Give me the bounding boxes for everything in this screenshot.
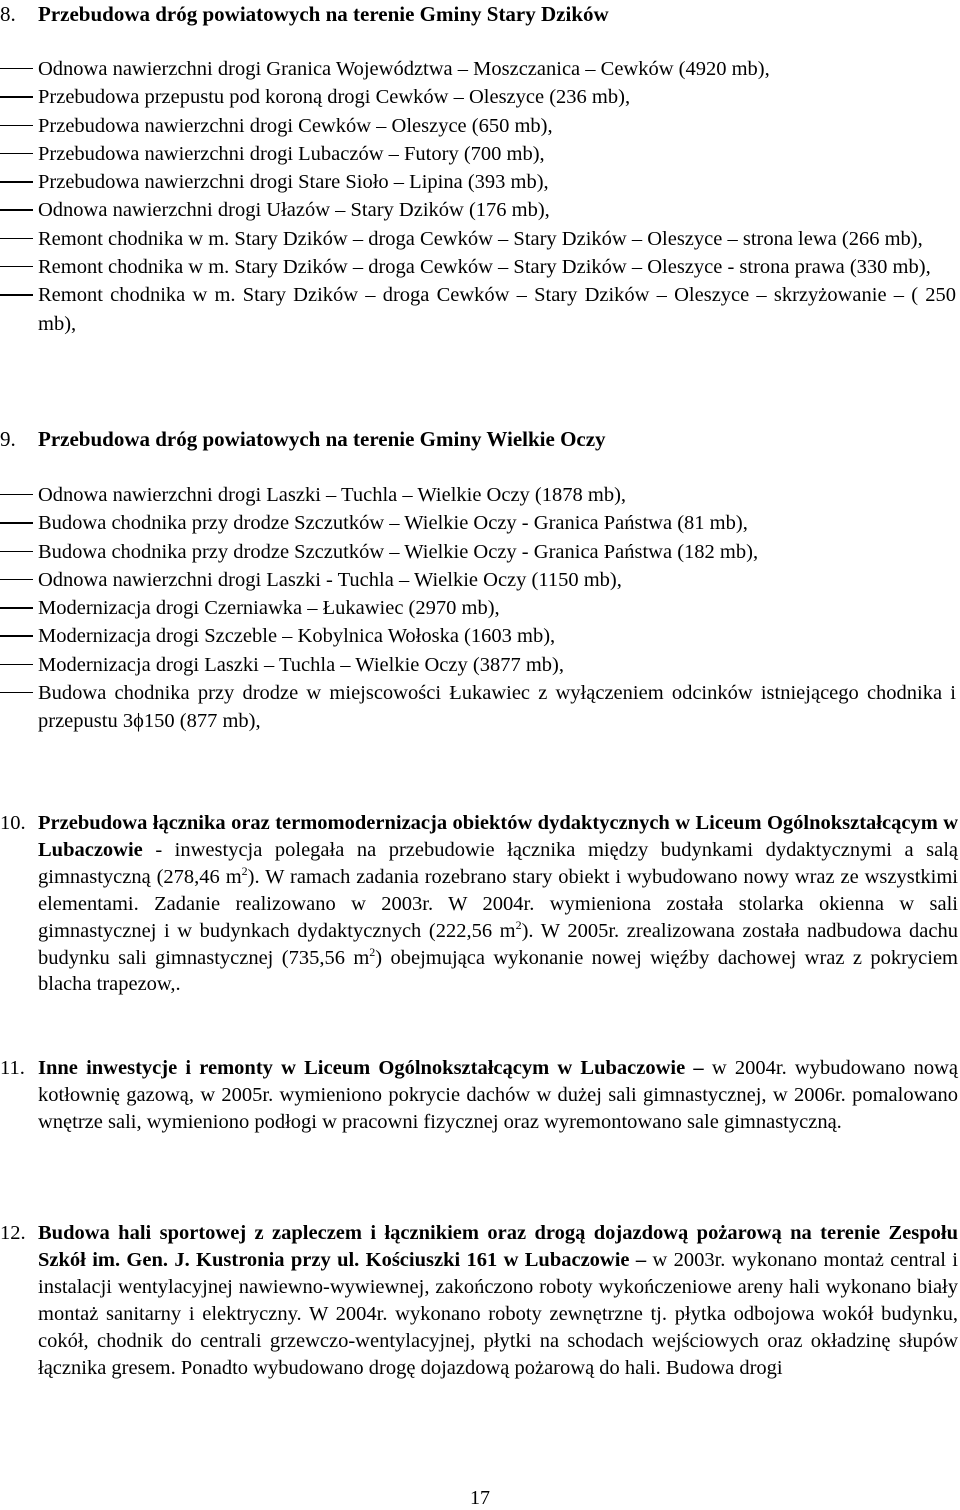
dash-bullet xyxy=(0,96,33,97)
dash-bullet xyxy=(0,153,33,154)
list-item: Modernizacja drogi Szczeble – Kobylnica Wołoska (1603 mb), xyxy=(0,622,956,650)
list-item: Remont chodnika w m. Stary Dzików – droga Cewków – Stary Dzików – Oleszyce – skrzyżowanie – ( 250 mb), xyxy=(0,281,956,338)
section-8-heading xyxy=(0,2,609,26)
section-9-list xyxy=(0,481,956,736)
section-8-title: Przebudowa dróg powiatowych na terenie Gminy Stary Dzików xyxy=(38,2,609,26)
list-item: Budowa chodnika przy drodze Szczutków – Wielkie Oczy - Granica Państwa (81 mb), xyxy=(0,509,956,537)
dash-bullet xyxy=(0,664,33,665)
dash-bullet xyxy=(0,266,33,267)
section-9-number: 9. xyxy=(0,427,16,451)
list-item: Odnowa nawierzchni drogi Ułazów – Stary Dzików (176 mb), xyxy=(0,196,956,224)
list-item: Odnowa nawierzchni drogi Laszki – Tuchla – Wielkie Oczy (1878 mb), xyxy=(0,481,956,509)
dash-bullet xyxy=(0,635,33,636)
list-item: Przebudowa nawierzchni drogi Cewków – Oleszyce (650 mb), xyxy=(0,112,956,140)
section-11-title: Inne inwestycje i remonty w Liceum Ogólnokształcącym w Lubaczowie – xyxy=(38,1057,704,1079)
dash-bullet xyxy=(0,125,33,126)
dash-bullet xyxy=(0,522,33,523)
list-item: Remont chodnika w m. Stary Dzików – droga Cewków – Stary Dzików – Oleszyce - strona prawa (330 mb), xyxy=(0,253,956,281)
list-item: Przebudowa nawierzchni drogi Stare Sioło – Lipina (393 mb), xyxy=(0,168,956,196)
section-12-paragraph: 12. Budowa hali sportowej z zapleczem i łącznikiem oraz drogą dojazdową pożarową na terenie Zespołu Szkół im. Gen. J. Kustronia przy ul. Kościuszki 161 w Lubaczowie – w 2003r. wykonano montaż central i instalacji wentylacyjnej nawiewno-wywiewnej, zakończono roboty wykończeniowe areny hali wykonano biały montaż sanitarny i elektryczny. W 2004r. wykonano roboty zewnętrzne tj. płytka odbojowa wokół budynku, cokół, chodnik do centrali grzewczo-wentylacyjnej, płytki na schodach wejściowych oraz okładzinę słupów łącznika gresem. Ponadto wybudowano drogę dojazdową pożarową do hali. Budowa drogi xyxy=(0,1222,959,1379)
dash-bullet xyxy=(0,68,33,69)
section-11-number: 11. xyxy=(0,1057,25,1079)
section-8-list xyxy=(0,55,956,338)
section-9-title: Przebudowa dróg powiatowych na terenie Gminy Wielkie Oczy xyxy=(38,427,606,451)
list-item: Budowa chodnika przy drodze w miejscowości Łukawiec z wyłączeniem odcinków istniejącego chodnika i przepustu 3ϕ150 (877 mb), xyxy=(0,679,956,736)
list-item: Modernizacja drogi Laszki – Tuchla – Wielkie Oczy (3877 mb), xyxy=(0,651,956,679)
section-11-paragraph: 11. Inne inwestycje i remonty w Liceum Ogólnokształcącym w Lubaczowie – w 2004r. wybudowano nową kotłownię gazową, w 2005r. wymieniono pokrycie dachów w dużej sali gimnastycznej, w 2006r. pomalowano wnętrze sali, wymieniono podłogi w pracowni fizycznej oraz wyremontowano sale gimnastyczną. xyxy=(0,1057,958,1133)
dash-bullet xyxy=(0,494,33,495)
list-item: Przebudowa nawierzchni drogi Lubaczów – Futory (700 mb), xyxy=(0,140,956,168)
list-item: Remont chodnika w m. Stary Dzików – droga Cewków – Stary Dzików – Oleszyce – strona lewa (266 mb), xyxy=(0,225,956,253)
dash-bullet xyxy=(0,181,33,182)
dash-bullet xyxy=(0,209,33,210)
section-8-number: 8. xyxy=(0,2,16,26)
list-item: Przebudowa przepustu pod koroną drogi Cewków – Oleszyce (236 mb), xyxy=(0,83,956,111)
dash-bullet xyxy=(0,238,33,239)
section-9-heading xyxy=(0,427,606,451)
list-item: Modernizacja drogi Czerniawka – Łukawiec (2970 mb), xyxy=(0,594,956,622)
dash-bullet xyxy=(0,294,33,295)
section-10-paragraph: 10. Przebudowa łącznika oraz termomodernizacja obiektów dydaktycznych w Liceum Ogólnokształcącym w Lubaczowie - inwestycja polegała na przebudowie łącznika między budynkami dydaktycznymi a salą gimnastyczną (278,46 $m^2$). W ramach zadania rozebrano stary obiekt i wybudowano nowy wraz ze wszystkimi elementami. Zadanie realizowano w 2003r. W 2004r. wymieniona została stolarka okienna w sali gimnastycznej i w budynkach dydaktycznych (222,56 $m^2$). W 2005r. zrealizowana została nadbudowa dachu budynku sali gimnastycznej (735,56 $m^2$) obejmująca wykonanie nowej więźby dachowej wraz z pokryciem blacha trapezow,. xyxy=(0,812,959,996)
dash-bullet xyxy=(0,607,33,608)
dash-bullet xyxy=(0,579,33,580)
list-item: Odnowa nawierzchni drogi Granica Województwa – Moszczanica – Cewków (4920 mb), xyxy=(0,55,956,83)
list-item: Budowa chodnika przy drodze Szczutków – Wielkie Oczy - Granica Państwa (182 mb), xyxy=(0,538,956,566)
dash-bullet xyxy=(0,692,33,693)
section-12-number: 12. xyxy=(0,1222,26,1244)
section-10-number: 10. xyxy=(0,812,26,834)
page-number: 17 xyxy=(470,1487,490,1509)
section-12-title: Budowa hali sportowej z zapleczem i łącznikiem oraz drogą dojazdową pożarową na terenie Zespołu Szkół im. Gen. J. Kustronia przy ul. Kościuszki 161 w Lubaczowie – xyxy=(38,1222,958,1271)
dash-bullet xyxy=(0,551,33,552)
list-item: Odnowa nawierzchni drogi Laszki - Tuchla – Wielkie Oczy (1150 mb), xyxy=(0,566,956,594)
section-10-title: Przebudowa łącznika oraz termomodernizacja obiektów dydaktycznych w Liceum Ogólnokształcącym w Lubaczowie xyxy=(38,812,958,861)
